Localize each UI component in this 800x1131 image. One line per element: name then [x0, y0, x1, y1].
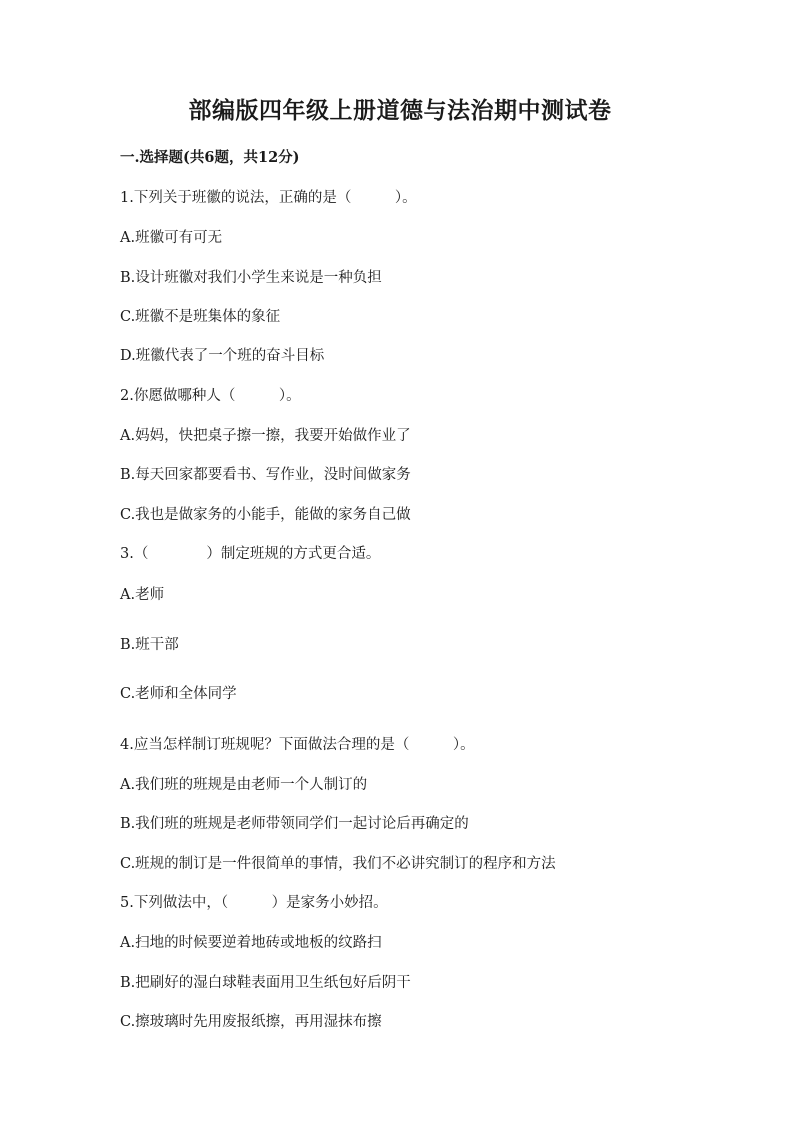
question-5-stem: 5.下列做法中，（ ）是家务小妙招。: [120, 895, 388, 911]
question-4-stem: 4.应当怎样制订班规呢？下面做法合理的是（ ）。: [120, 737, 475, 753]
question-5-option-b: B.把刷好的湿白球鞋表面用卫生纸包好后阴干: [120, 975, 411, 991]
question-1-option-b: B.设计班徽对我们小学生来说是一种负担: [120, 270, 382, 286]
page-title: 部编版四年级上册道德与法治期中测试卷: [188, 97, 612, 124]
question-2-option-b: B.每天回家都要看书、写作业，没时间做家务: [120, 467, 411, 483]
question-4-option-b: B.我们班的班规是老师带领同学们一起讨论后再确定的: [120, 816, 469, 832]
question-1-stem: 1.下列关于班徽的说法，正确的是（ ）。: [120, 190, 417, 206]
question-1-option-d: D.班徽代表了一个班的奋斗目标: [120, 348, 325, 364]
question-3-option-a: A.老师: [120, 587, 165, 603]
question-1-option-c: C.班徽不是班集体的象征: [120, 309, 281, 325]
question-1-option-a: A.班徽可有可无: [120, 230, 223, 246]
section-heading: 一.选择题(共6题，共12分): [120, 149, 300, 166]
question-4-option-a: A.我们班的班规是由老师一个人制订的: [120, 777, 368, 793]
question-3-option-c: C.老师和全体同学: [120, 686, 237, 702]
question-3-option-b: B.班干部: [120, 637, 179, 653]
question-4-option-c: C.班规的制订是一件很简单的事情，我们不必讲究制订的程序和方法: [120, 856, 556, 872]
question-5-option-a: A.扫地的时候要逆着地砖或地板的纹路扫: [120, 935, 382, 951]
question-2-stem: 2.你愿做哪种人（ ）。: [120, 388, 301, 404]
question-2-option-a: A.妈妈，快把桌子擦一擦，我要开始做作业了: [120, 428, 411, 444]
question-3-stem: 3.（ ）制定班规的方式更合适。: [120, 546, 381, 562]
question-5-option-c: C.擦玻璃时先用废报纸擦，再用湿抹布擦: [120, 1014, 382, 1030]
question-2-option-c: C.我也是做家务的小能手，能做的家务自己做: [120, 507, 411, 523]
